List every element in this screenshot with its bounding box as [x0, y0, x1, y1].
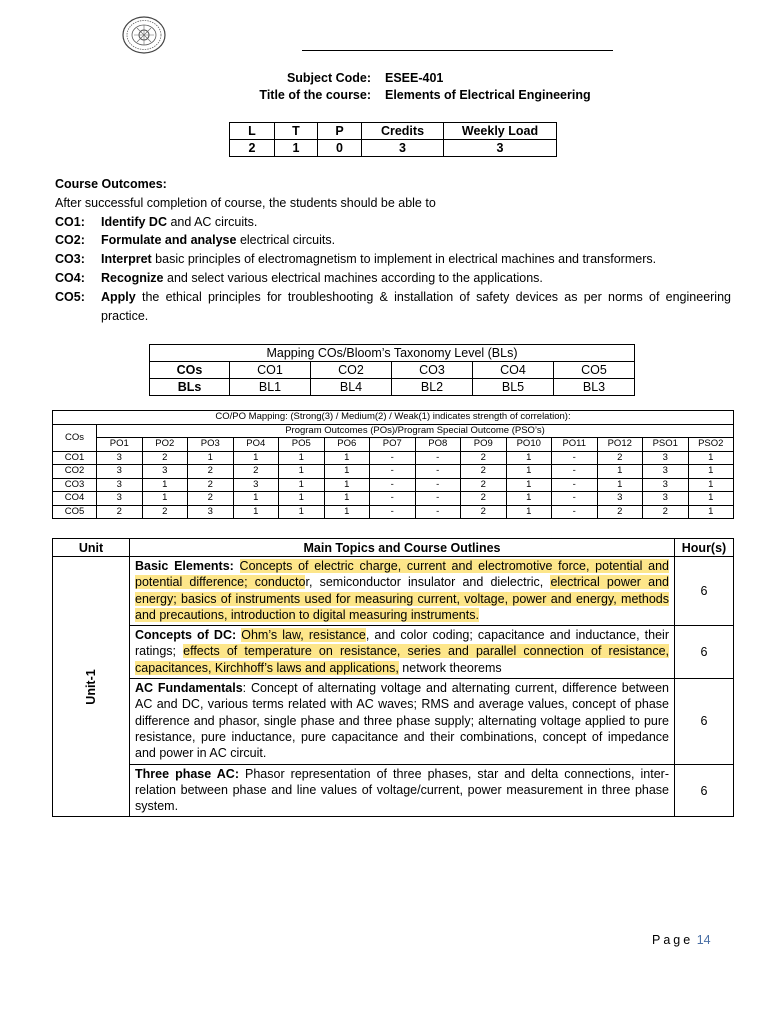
co-code: CO2: — [55, 233, 85, 248]
po-cell: - — [552, 478, 598, 492]
topic-heading: AC Fundamentals — [135, 681, 243, 696]
po-table-row — [53, 492, 734, 506]
po-cell: 1 — [506, 465, 552, 479]
po-cell: - — [415, 505, 461, 519]
course-outcomes — [55, 175, 731, 325]
topic-row — [53, 764, 734, 817]
po-cell: 1 — [506, 505, 552, 519]
ltp-header-t: T — [275, 123, 318, 140]
po-column-header: PO3 — [188, 438, 234, 452]
po-cell: 2 — [188, 465, 234, 479]
topic-hours: 6 — [675, 557, 734, 626]
po-cell: - — [370, 492, 416, 506]
topic-text: Phasor representation of three phases, star and delta connections, inter-relation between phase and line values of voltage/current, power measurement in three phase system. — [135, 766, 669, 814]
po-cell: 1 — [233, 505, 279, 519]
bloom-row-label-bls: BLs — [150, 379, 230, 396]
bloom-bl-cell: BL3 — [554, 379, 635, 396]
po-table-row — [53, 478, 734, 492]
po-column-header: PO4 — [233, 438, 279, 452]
co-action: Recognize — [101, 270, 164, 285]
po-column-header: PO2 — [142, 438, 188, 452]
po-cell: 1 — [142, 492, 188, 506]
bloom-co-cell: CO1 — [230, 362, 311, 379]
po-cell: 1 — [279, 451, 325, 465]
topic-hours: 6 — [675, 679, 734, 764]
course-outcome-item — [55, 269, 731, 288]
bloom-bl-cell: BL2 — [392, 379, 473, 396]
po-cell: 1 — [688, 478, 734, 492]
co-text: basic principles of electromagnetism to implement in electrical machines and transformers. — [151, 252, 657, 267]
ltp-value-l: 2 — [230, 140, 275, 157]
po-cell: 1 — [506, 451, 552, 465]
po-cell: 2 — [142, 505, 188, 519]
po-cell: - — [552, 505, 598, 519]
topic-hours: 6 — [675, 764, 734, 817]
co-action: Apply — [101, 289, 136, 304]
topic-description — [130, 626, 675, 679]
co-code: CO4: — [55, 270, 85, 285]
ltp-credits-table — [229, 122, 557, 157]
subject-code-value: ESEE-401 — [385, 71, 444, 85]
po-cell: 2 — [233, 465, 279, 479]
po-cell: 1 — [233, 451, 279, 465]
po-cell: 3 — [643, 478, 689, 492]
bloom-bl-cell: BL1 — [230, 379, 311, 396]
po-cell: 1 — [688, 505, 734, 519]
po-cell: 1 — [188, 451, 234, 465]
po-cell: 2 — [97, 505, 143, 519]
po-cell: - — [552, 465, 598, 479]
po-cell: 2 — [188, 492, 234, 506]
po-cell: - — [370, 465, 416, 479]
topic-description — [130, 557, 675, 626]
co-action: Interpret — [101, 252, 152, 267]
po-table-row — [53, 451, 734, 465]
po-cell: 1 — [324, 451, 370, 465]
page-label: Page — [652, 933, 694, 947]
po-column-header: PO7 — [370, 438, 416, 452]
highlighted-text: Ohm’s law, resistance — [241, 628, 366, 643]
page-number-value: 14 — [696, 933, 711, 947]
topic-heading: Basic Elements: — [135, 559, 234, 573]
topic-text: r, semiconductor insulator and dielectric, — [305, 575, 551, 590]
po-table-row — [53, 465, 734, 479]
page-number — [652, 933, 711, 947]
subject-code-label: Subject Code: — [286, 71, 371, 85]
bloom-co-cell: CO5 — [554, 362, 635, 379]
po-column-header: PSO1 — [643, 438, 689, 452]
po-column-header: PO1 — [97, 438, 143, 452]
bloom-taxonomy-table — [149, 344, 635, 396]
po-cell: 2 — [142, 451, 188, 465]
highlighted-text: effects of temperature on resistance, series and parallel connection of resistance, capacitances, Kirchhoff’s laws and applications, — [135, 644, 669, 675]
university-seal-icon — [121, 15, 167, 55]
po-cell: 1 — [279, 478, 325, 492]
po-row-co: CO5 — [53, 505, 97, 519]
ltp-value-credits: 3 — [362, 140, 444, 157]
po-cell: 1 — [688, 451, 734, 465]
po-row-co: CO3 — [53, 478, 97, 492]
ltp-value-p: 0 — [318, 140, 362, 157]
po-column-headers — [53, 438, 734, 452]
po-cell: 3 — [643, 492, 689, 506]
topic-heading: Concepts of DC: — [135, 628, 237, 643]
po-cell: 1 — [279, 465, 325, 479]
po-cell: 2 — [461, 492, 507, 506]
po-column-header: PO10 — [506, 438, 552, 452]
signature-line — [302, 50, 613, 51]
po-cell: 1 — [688, 465, 734, 479]
po-cell: 2 — [461, 478, 507, 492]
po-cell: 1 — [688, 492, 734, 506]
co-code: CO5: — [55, 289, 85, 304]
po-table-subtitle: Program Outcomes (POs)/Program Special Outcome (PSO’s) — [97, 424, 734, 438]
po-column-header: PO9 — [461, 438, 507, 452]
bloom-table-title: Mapping COs/Bloom’s Taxonomy Level (BLs) — [150, 345, 635, 362]
po-cell: - — [415, 451, 461, 465]
bloom-row-label-cos: COs — [150, 362, 230, 379]
topic-description — [130, 679, 675, 764]
topics-header-unit: Unit — [53, 539, 130, 557]
po-column-header: PO12 — [597, 438, 643, 452]
co-text: and AC circuits. — [166, 214, 258, 229]
co-po-mapping-table — [52, 410, 734, 519]
po-cell: 3 — [233, 478, 279, 492]
po-cell: - — [370, 505, 416, 519]
po-row-co: CO4 — [53, 492, 97, 506]
co-text: electrical circuits. — [236, 233, 336, 248]
topics-header-hours: Hour(s) — [675, 539, 734, 557]
bloom-co-cell: CO3 — [392, 362, 473, 379]
po-column-header: PO6 — [324, 438, 370, 452]
topic-description — [130, 764, 675, 817]
course-outcomes-intro: After successful completion of course, the students should be able to — [55, 195, 436, 210]
bloom-co-cell: CO4 — [473, 362, 554, 379]
topic-text: network theorems — [398, 660, 502, 675]
po-table-title: CO/PO Mapping: (Strong(3) / Medium(2) / Weak(1) indicates strength of correlation): — [53, 411, 734, 425]
po-cell: 2 — [188, 478, 234, 492]
po-cell: 2 — [643, 505, 689, 519]
po-cell: 3 — [97, 451, 143, 465]
po-cell: 1 — [279, 505, 325, 519]
po-column-header: PO5 — [279, 438, 325, 452]
po-cell: 3 — [597, 492, 643, 506]
po-column-header: PO8 — [415, 438, 461, 452]
ltp-value-t: 1 — [275, 140, 318, 157]
po-cell: 1 — [142, 478, 188, 492]
po-cell: 1 — [324, 492, 370, 506]
ltp-header-l: L — [230, 123, 275, 140]
topics-header-main: Main Topics and Course Outlines — [130, 539, 675, 557]
unit-cell — [53, 557, 130, 817]
ltp-header-p: P — [318, 123, 362, 140]
po-cell: 1 — [506, 478, 552, 492]
po-cell: 1 — [324, 505, 370, 519]
po-cell: 1 — [597, 465, 643, 479]
main-topics-table — [52, 538, 734, 817]
highlighted-text: electrical power and energy; basics of instruments used for measuring current, voltage, power and energy, methods and precautions, introduction to digital measuring instruments. — [135, 575, 669, 622]
po-table-row — [53, 505, 734, 519]
bloom-bl-cell: BL5 — [473, 379, 554, 396]
course-title-label: Title of the course: — [259, 88, 371, 102]
po-cell: - — [370, 451, 416, 465]
topic-text: , and color coding; capacitance and inductance, their ratings; — [135, 628, 669, 659]
po-cell: 2 — [597, 505, 643, 519]
po-cell: 3 — [188, 505, 234, 519]
co-code: CO1: — [55, 214, 85, 229]
po-column-header: PSO2 — [688, 438, 734, 452]
co-action: Identify DC — [101, 214, 167, 229]
course-outcome-item — [55, 250, 731, 269]
po-cell: 2 — [597, 451, 643, 465]
po-cell: 3 — [643, 451, 689, 465]
ltp-value-weekly-load: 3 — [444, 140, 557, 157]
po-cell: - — [552, 492, 598, 506]
po-cell: 3 — [97, 478, 143, 492]
po-row-co: CO1 — [53, 451, 97, 465]
course-outcome-item — [55, 213, 731, 232]
topic-hours: 6 — [675, 626, 734, 679]
po-cell: - — [370, 478, 416, 492]
po-cell: 3 — [97, 465, 143, 479]
topic-row — [53, 626, 734, 679]
course-outcome-item — [55, 231, 731, 250]
topic-text — [234, 559, 240, 573]
bloom-co-cell: CO2 — [311, 362, 392, 379]
subject-info — [0, 70, 768, 104]
co-action: Formulate and analyse — [101, 233, 237, 248]
po-cell: 1 — [324, 465, 370, 479]
course-outcome-item — [55, 288, 731, 326]
topic-row — [53, 557, 734, 626]
po-cell: - — [415, 478, 461, 492]
po-cell: 2 — [461, 505, 507, 519]
ltp-header-credits: Credits — [362, 123, 444, 140]
po-cell: 1 — [597, 478, 643, 492]
topic-text: : Concept of alternating voltage and alternating current, difference between AC and DC, various terms related with AC waves; RMS and average values, concept of phase difference and phasor, single phase and three phase supply; alternating voltage applied to pure resistance, pure inductance, pure capacitance and their combinations, concept of impedance and power in AC circuit. — [135, 681, 670, 761]
highlighted-text: Concepts of electric charge, current and electromotive force, potential and potential difference; conducto — [135, 559, 669, 590]
po-cell: 2 — [461, 465, 507, 479]
ltp-header-weekly-load: Weekly Load — [444, 123, 557, 140]
topic-heading: Three phase AC: — [135, 766, 239, 781]
co-text: the ethical principles for troubleshooting & installation of safety devices as per norms of engineering practice. — [101, 289, 731, 323]
po-cell: 1 — [279, 492, 325, 506]
co-text: and select various electrical machines according to the applications. — [163, 270, 543, 285]
course-outcomes-heading: Course Outcomes: — [55, 177, 167, 191]
po-cell: - — [552, 451, 598, 465]
po-cell: 2 — [461, 451, 507, 465]
topic-row — [53, 679, 734, 764]
po-cell: 3 — [142, 465, 188, 479]
po-cell: 3 — [643, 465, 689, 479]
course-title-value: Elements of Electrical Engineering — [385, 88, 591, 102]
po-cell: 3 — [97, 492, 143, 506]
po-table-corner: COs — [53, 424, 97, 451]
po-cell: 1 — [324, 478, 370, 492]
po-column-header: PO11 — [552, 438, 598, 452]
po-cell: 1 — [506, 492, 552, 506]
unit-label: Unit-1 — [84, 669, 98, 705]
po-cell: - — [415, 492, 461, 506]
po-cell: 1 — [233, 492, 279, 506]
co-code: CO3: — [55, 252, 85, 267]
po-cell: - — [415, 465, 461, 479]
po-row-co: CO2 — [53, 465, 97, 479]
bloom-bl-cell: BL4 — [311, 379, 392, 396]
